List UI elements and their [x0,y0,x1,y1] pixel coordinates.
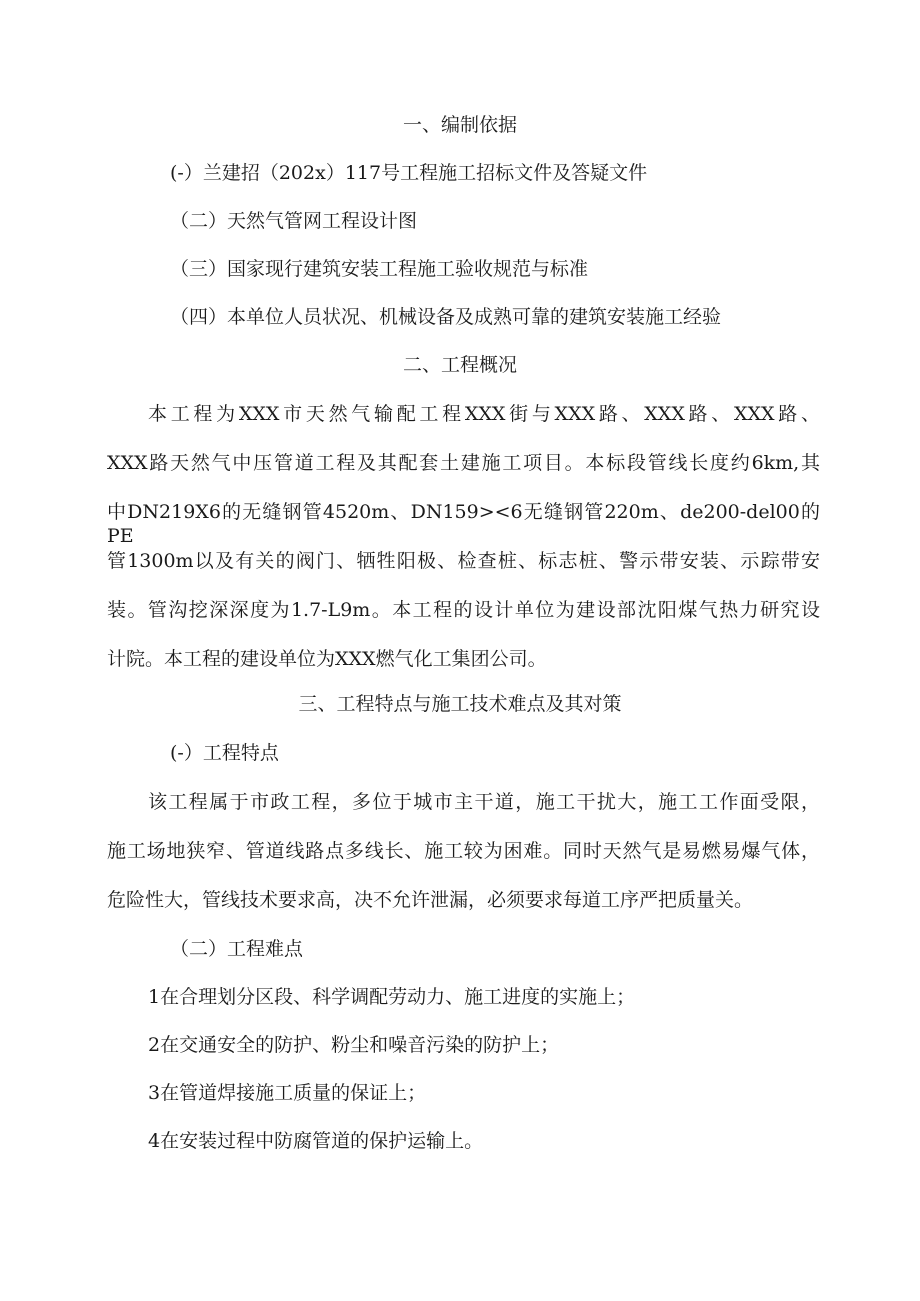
basis-item-2: （二）天然气管网工程设计图 [170,210,418,232]
overview-line-3: 中DN219X6的无缝钢管4520m、DN159><6无缝钢管220m、de200-del00的PE [107,501,820,547]
section-heading-basis: 一、编制依据 [402,114,517,136]
difficulty-item-1: 1在合理划分区段、科学调配劳动力、施工进度的实施上； [148,986,636,1008]
section-heading-overview: 二、工程概况 [402,354,517,376]
basis-item-1: (-）兰建招（202x）117号工程施工招标文件及答疑文件 [170,162,648,184]
features-line-1: 该工程属于市政工程，多位于城市主干道，施工干扰大，施工工作面受限， [148,791,820,813]
overview-line-2: XXX路天然气中压管道工程及其配套土建施工项目。本标段管线长度约6km,其 [107,452,820,474]
subsection-heading-difficulties: （二）工程难点 [170,938,304,960]
overview-line-6: 计院。本工程的建设单位为XXX燃气化工集团公司。 [107,648,547,670]
subsection-heading-features: (-）工程特点 [170,742,279,764]
basis-item-4: （四）本单位人员状况、机械设备及成熟可靠的建筑安装施工经验 [170,306,722,328]
features-line-2: 施工场地狭窄、管道线路点多线长、施工较为困难。同时天然气是易燃易爆气体， [107,840,820,862]
overview-line-4: 管1300m以及有关的阀门、牺牲阳极、检查桩、标志桩、警示带安装、示踪带安 [107,550,820,572]
difficulty-item-2: 2在交通安全的防护、粉尘和噪音污染的防护上； [148,1034,560,1056]
features-line-3: 危险性大，管线技术要求高，决不允许泄漏，必须要求每道工序严把质量关。 [107,889,754,911]
overview-line-5: 装。管沟挖深深度为1.7-L9m。本工程的设计单位为建设部沈阳煤气热力研究设 [107,599,820,621]
overview-line-1: 本工程为XXX市天然气输配工程XXX街与XXX路、XXX路、XXX路、 [148,403,820,425]
basis-item-3: （三）国家现行建筑安装工程施工验收规范与标准 [170,258,589,280]
difficulty-item-4: 4在安装过程中防腐管道的保护运输上。 [148,1130,484,1152]
difficulty-item-3: 3在管道焊接施工质量的保证上； [148,1082,427,1104]
section-heading-features: 三、工程特点与施工技术难点及其对策 [298,693,622,715]
